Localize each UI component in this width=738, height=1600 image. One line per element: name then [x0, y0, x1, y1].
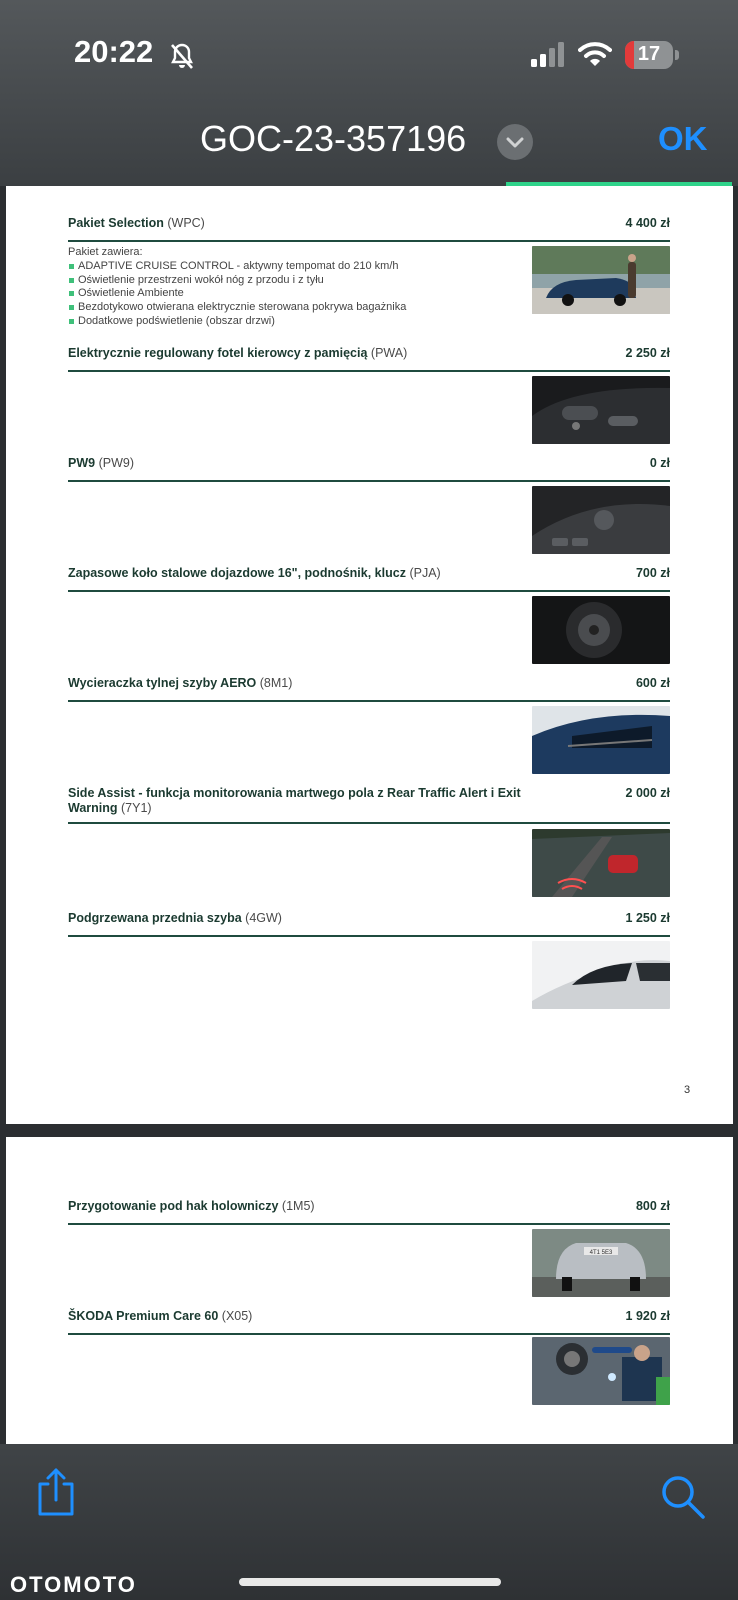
option-item	[68, 456, 670, 482]
top-bar	[0, 0, 738, 186]
document-title: GOC-23-357196	[200, 118, 467, 159]
otomoto-watermark: OTOMOTO	[10, 1572, 137, 1597]
option-title: Przygotowanie pod hak holowniczy	[68, 1199, 279, 1213]
option-item	[68, 1309, 670, 1335]
option-price: 2 250 zł	[625, 346, 670, 360]
page-number: 3	[684, 1084, 691, 1096]
package-feature: Bezdotykowo otwierana elektrycznie sterowana pokrywa bagażnika	[68, 301, 406, 315]
option-code: (4GW)	[245, 911, 282, 925]
option-image-heated-windshield	[532, 941, 670, 1009]
license-plate: 4T1 5E3	[589, 1250, 613, 1256]
option-item	[68, 566, 670, 592]
bell-muted-icon	[169, 42, 195, 70]
option-item	[68, 346, 670, 372]
option-item	[68, 786, 670, 824]
option-item	[68, 1199, 670, 1256]
option-code: (PJA)	[409, 566, 441, 580]
option-item	[68, 911, 670, 937]
option-title: Elektrycznie regulowany fotel kierowcy z pamięcią	[68, 346, 368, 360]
ok-button[interactable]: OK	[658, 120, 708, 157]
title-menu-button[interactable]	[497, 124, 533, 160]
option-image-car-trunk	[532, 246, 670, 314]
option-image-tow-hitch	[532, 1229, 670, 1297]
option-image-seat-controls	[532, 376, 670, 444]
share-icon	[40, 1470, 72, 1514]
document-page-4	[6, 1137, 733, 1444]
option-title: Wycieraczka tylnej szyby AERO	[68, 676, 257, 690]
share-button[interactable]	[34, 1466, 78, 1518]
option-price: 800 zł	[635, 1199, 670, 1213]
option-price: 4 400 zł	[625, 216, 670, 230]
wifi-icon	[578, 40, 612, 68]
option-price: 700 zł	[635, 566, 670, 580]
option-title: Zapasowe koło stalowe dojazdowe 16", podnośnik, klucz	[68, 566, 406, 580]
package-feature: Dodatkowe podświetlenie (obszar drzwi)	[68, 315, 406, 329]
option-image-side-assist	[532, 829, 670, 897]
option-image-spare-wheel	[532, 596, 670, 664]
search-button[interactable]	[660, 1474, 706, 1520]
option-image-mirror-controls	[532, 486, 670, 554]
option-code: (PWA)	[370, 346, 408, 360]
battery-indicator	[625, 41, 673, 69]
package-feature: Oświetlenie przestrzeni wokół nóg z przodu i z tyłu	[68, 274, 406, 288]
cellular-signal-icon	[531, 42, 567, 68]
option-price: 1 250 zł	[625, 911, 670, 925]
package-feature: Oświetlenie Ambiente	[68, 287, 406, 301]
option-price: 2 000 zł	[625, 786, 670, 800]
battery-percent: 17	[637, 43, 661, 65]
option-code: (1M5)	[281, 1199, 315, 1213]
option-code: (X05)	[221, 1309, 253, 1323]
option-code: (PW9)	[98, 456, 134, 470]
option-price: 1 920 zł	[625, 1309, 670, 1323]
option-image-service-mechanic	[532, 1337, 670, 1405]
package-contents	[68, 246, 406, 329]
option-title: Podgrzewana przednia szyba	[68, 911, 242, 925]
option-code: (7Y1)	[121, 801, 152, 815]
option-code: (WPC)	[167, 216, 205, 230]
package-intro: Pakiet zawiera:	[68, 246, 143, 258]
option-price: 600 zł	[635, 676, 670, 690]
document-page-3	[6, 186, 733, 1124]
package-feature: ADAPTIVE CRUISE CONTROL - aktywny tempomat do 210 km/h	[68, 260, 406, 274]
option-code: (8M1)	[259, 676, 293, 690]
option-title: Pakiet Selection	[68, 216, 164, 230]
search-icon	[664, 1478, 703, 1517]
option-price: 0 zł	[649, 456, 670, 470]
option-title: Side Assist - funkcja monitorowania martwego pola z Rear Traffic Alert i Exit Warning	[68, 786, 521, 815]
option-image-rear-wiper	[532, 706, 670, 774]
status-time: 20:22	[74, 34, 154, 69]
option-title: PW9	[68, 456, 96, 470]
option-title: ŠKODA Premium Care 60	[68, 1309, 219, 1323]
battery-tip	[675, 50, 679, 60]
chevron-down-icon	[497, 124, 533, 160]
home-indicator[interactable]	[239, 1578, 501, 1586]
option-item	[68, 676, 670, 702]
option-item	[68, 216, 670, 327]
